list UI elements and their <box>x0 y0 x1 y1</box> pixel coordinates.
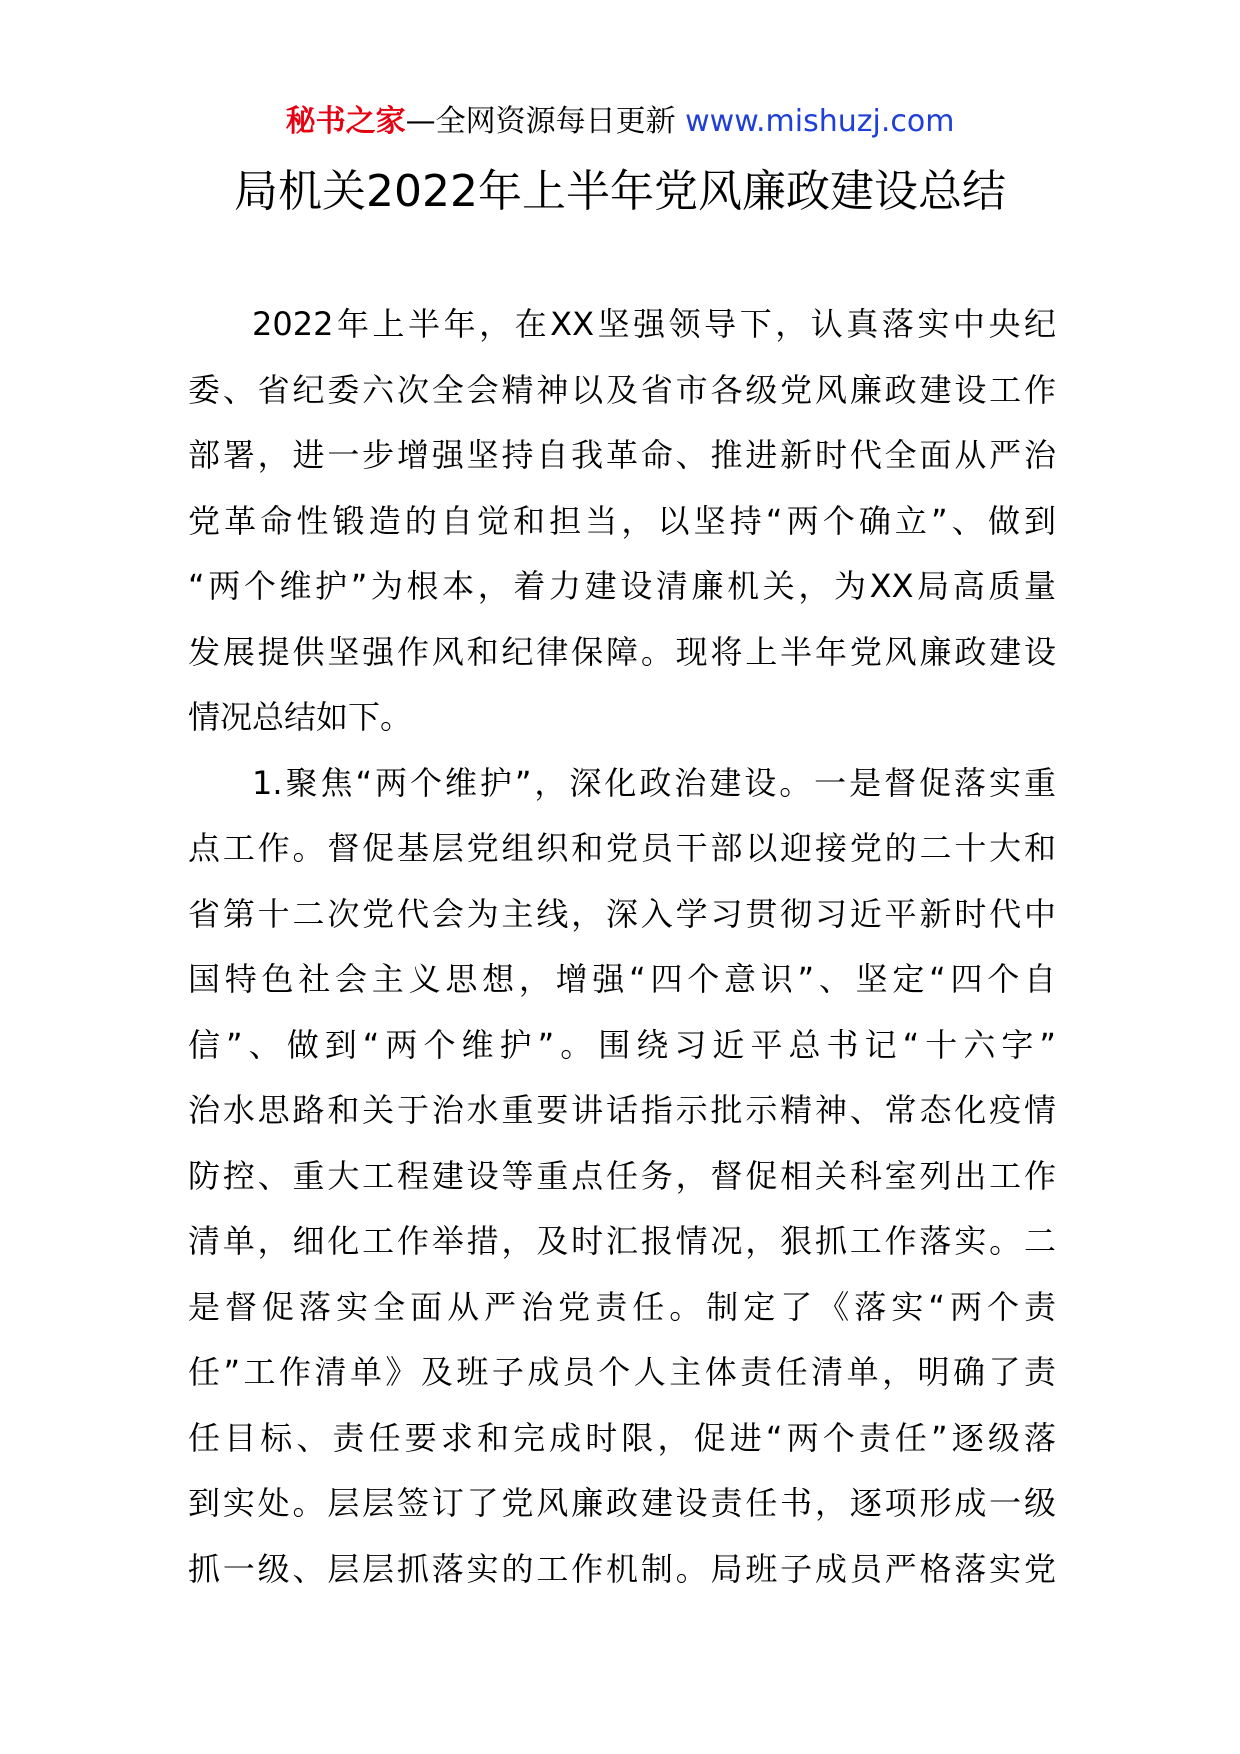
site-url-link[interactable]: www.mishuzj.com <box>685 104 955 139</box>
text-line: 省第十二次党代会为主线，深入学习贯彻习近平新时代中 <box>188 894 1056 933</box>
text-line: 点工作。督促基层党组织和党员干部以迎接党的二十大和 <box>188 829 1056 867</box>
text-line: 防控、重大工程建设等重点任务，督促相关科室列出工作 <box>188 1156 1056 1195</box>
text-line: 党革命性锻造的自觉和担当，以坚持“两个确立”、做到 <box>188 501 1056 540</box>
text-line: 到实处。层层签订了党风廉政建设责任书，逐项形成一级 <box>188 1484 1056 1522</box>
text-line: 清单，细化工作举措，及时汇报情况，狠抓工作落实。二 <box>188 1222 1056 1260</box>
text-line: 任”工作清单》及班子成员个人主体责任清单，明确了责 <box>188 1353 1056 1391</box>
text-line: 是督促落实全面从严治党责任。制定了《落实“两个责 <box>188 1287 1056 1326</box>
text-line: 治水思路和关于治水重要讲话指示批示精神、常态化疫情 <box>188 1091 1056 1129</box>
text-line: 国特色社会主义思想，增强“四个意识”、坚定“四个自 <box>188 960 1056 998</box>
site-header <box>0 100 1240 144</box>
document-body <box>188 292 1056 1602</box>
text-line: 部署，进一步增强坚持自我革命、推进新时代全面从严治 <box>188 436 1056 474</box>
text-line: 1.聚焦“两个维护”，深化政治建设。一是督促落实重 <box>252 763 1056 802</box>
text-line: “两个维护”为根本，着力建设清廉机关，为XX局高质量 <box>188 567 1056 605</box>
text-line: 情况总结如下。 <box>188 698 413 736</box>
document-title: 局机关2022年上半年党风廉政建设总结 <box>234 166 1006 217</box>
text-line: 委、省纪委六次全会精神以及省市各级党风廉政建设工作 <box>188 370 1056 409</box>
site-name: 秘书之家 <box>285 104 406 139</box>
text-line: 抓一级、层层抓落实的工作机制。局班子成员严格落实党 <box>188 1549 1056 1588</box>
text-line: 发展提供坚强作风和纪律保障。现将上半年党风廉政建设 <box>188 632 1056 671</box>
paragraph-section-1 <box>188 751 1056 1603</box>
site-tagline: —全网资源每日更新 <box>405 104 686 139</box>
text-line: 信”、做到“两个维护”。围绕习近平总书记“十六字” <box>188 1025 1056 1064</box>
text-line: 任目标、责任要求和完成时限，促进“两个责任”逐级落 <box>188 1418 1056 1457</box>
paragraph-intro <box>188 292 1056 751</box>
text-line: 2022年上半年，在XX坚强领导下，认真落实中央纪 <box>252 305 1056 343</box>
